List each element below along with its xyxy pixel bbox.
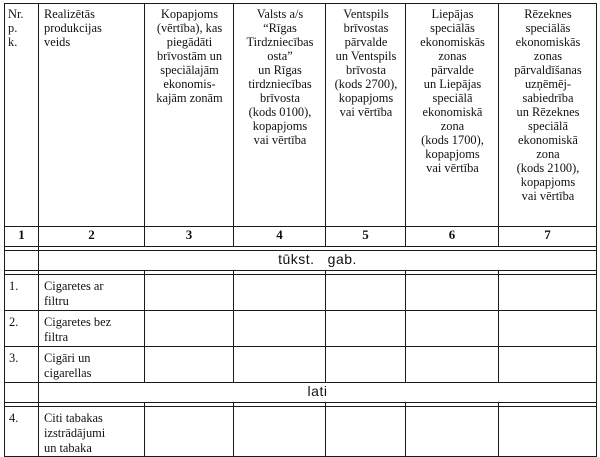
value-cell xyxy=(234,407,326,457)
header-row xyxy=(5,4,597,227)
header-cell-total xyxy=(145,4,234,227)
value-cell xyxy=(499,275,597,311)
value-cell xyxy=(145,347,234,383)
product-type: Cigaretes bez filtra xyxy=(44,315,112,344)
header-text: Valsts a/s “Rīgas Tirdzniecības osta” un Rīgas tirdzniecības brīvosta (kods 0100), kopapjoms vai vērtība xyxy=(246,7,314,147)
product-type: Citi tabakas izstrādājumi un tabaka xyxy=(44,411,106,455)
header-cell-nr xyxy=(5,4,39,227)
value-cell xyxy=(234,275,326,311)
row-number: 3. xyxy=(9,351,19,365)
value-cell xyxy=(145,407,234,457)
tobacco-products-table xyxy=(4,3,597,457)
header-cell-ventspils xyxy=(326,4,406,227)
unit-label: lati xyxy=(307,383,328,399)
value-cell xyxy=(326,311,406,347)
column-number: 7 xyxy=(499,227,597,247)
unit-row-thousand-pieces xyxy=(5,251,597,271)
table-row xyxy=(5,275,597,311)
unit-row-lats xyxy=(5,383,597,403)
product-type-cell xyxy=(39,347,145,383)
header-text: Kopapjoms (vērtība), kas piegādāti brīvostām un speciālajām ekonomis- kajām zonām xyxy=(156,7,223,105)
column-number: 4 xyxy=(234,227,326,247)
value-cell xyxy=(499,347,597,383)
value-cell xyxy=(326,347,406,383)
row-number-cell xyxy=(5,311,39,347)
product-type-cell xyxy=(39,275,145,311)
value-cell xyxy=(234,311,326,347)
value-cell xyxy=(406,311,499,347)
product-type-cell xyxy=(39,407,145,457)
value-cell xyxy=(406,275,499,311)
product-type: Cigaretes ar filtru xyxy=(44,279,104,308)
value-cell xyxy=(499,407,597,457)
column-number: 6 xyxy=(406,227,499,247)
row-number: 4. xyxy=(9,411,19,425)
column-number: 1 xyxy=(5,227,39,247)
column-number: 3 xyxy=(145,227,234,247)
column-number-row xyxy=(5,227,597,247)
product-type: Cigāri un cigarellas xyxy=(44,351,92,380)
row-number: 1. xyxy=(9,279,19,293)
header-text: Ventspils brīvostas pārvalde un Ventspils brīvosta (kods 2700), kopapjoms vai vērtība xyxy=(334,7,398,119)
unit-label-cell xyxy=(39,251,597,271)
row-number: 2. xyxy=(9,315,19,329)
header-text: Realizētās produkcijas veids xyxy=(44,7,102,49)
unit-row-empty-cell xyxy=(5,383,39,403)
value-cell xyxy=(234,347,326,383)
product-type-cell xyxy=(39,311,145,347)
header-text: Liepājas speciālās ekonomiskās zonas pārvalde un Liepājas speciālā ekonomiskā zona (kods 1700), kopapjoms vai vērtība xyxy=(420,7,485,175)
row-number-cell xyxy=(5,275,39,311)
column-number: 2 xyxy=(39,227,145,247)
value-cell xyxy=(326,407,406,457)
header-cell-riga xyxy=(234,4,326,227)
table-row xyxy=(5,311,597,347)
header-cell-liepaja xyxy=(406,4,499,227)
value-cell xyxy=(326,275,406,311)
value-cell xyxy=(406,347,499,383)
row-number-cell xyxy=(5,407,39,457)
value-cell xyxy=(145,311,234,347)
header-text: Rēzeknes speciālās ekonomiskās zonas pārvaldīšanas uzņēmēj- sabiedrība un Rēzeknes speciālā ekonomiskā zona (kods 2100), kopapjoms vai vērtība xyxy=(514,7,582,203)
unit-label-cell xyxy=(39,383,597,403)
header-text: Nr. p. k. xyxy=(8,7,24,49)
value-cell xyxy=(499,311,597,347)
row-number-cell xyxy=(5,347,39,383)
table-row xyxy=(5,347,597,383)
unit-label: tūkst. gab. xyxy=(278,251,357,267)
header-cell-product-type xyxy=(39,4,145,227)
value-cell xyxy=(145,275,234,311)
header-cell-rezekne xyxy=(499,4,597,227)
table-row xyxy=(5,407,597,457)
unit-row-empty-cell xyxy=(5,251,39,271)
column-number: 5 xyxy=(326,227,406,247)
value-cell xyxy=(406,407,499,457)
